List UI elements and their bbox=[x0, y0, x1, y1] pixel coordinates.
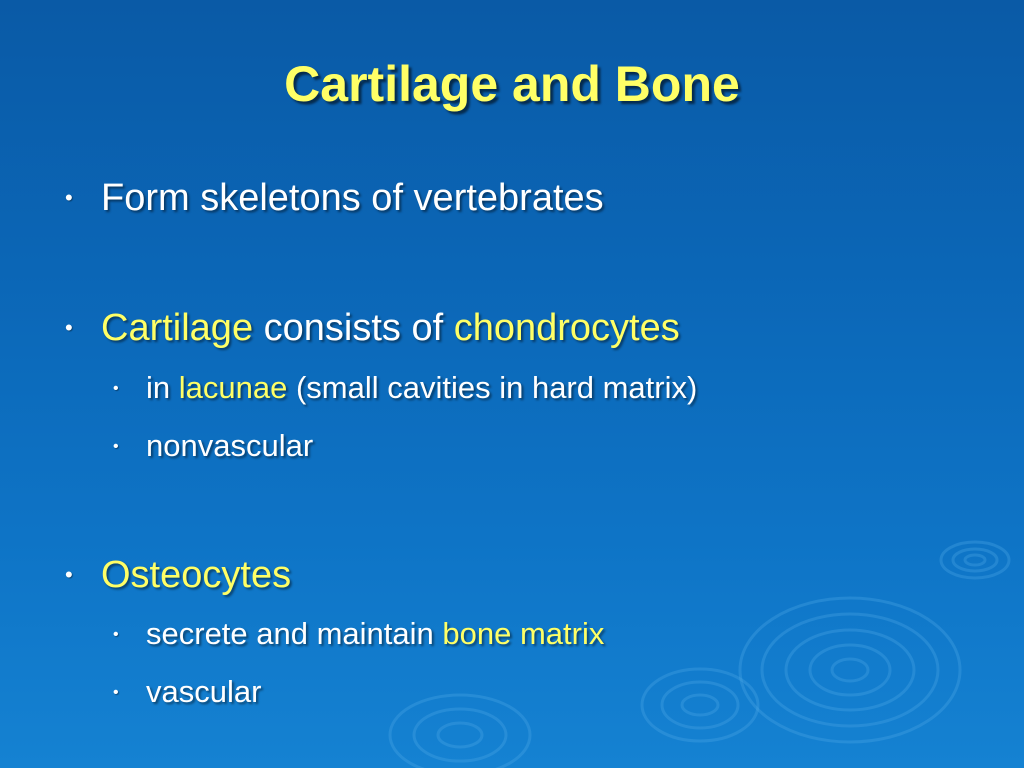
bullet-marker: • bbox=[113, 438, 119, 455]
bullet-text: secrete and maintain bbox=[146, 616, 443, 651]
sub-bullet-secrete bbox=[113, 615, 605, 653]
sub-bullet-lacunae bbox=[113, 369, 698, 407]
bullet-marker: • bbox=[113, 626, 119, 643]
bullet-text: nonvascular bbox=[146, 428, 314, 463]
bullet-text: vascular bbox=[146, 674, 262, 709]
term-bone-matrix: bone matrix bbox=[442, 616, 605, 651]
term-chondrocytes: chondrocytes bbox=[453, 307, 680, 349]
slide-title: Cartilage and Bone bbox=[284, 56, 740, 112]
term-lacunae: lacunae bbox=[178, 370, 288, 405]
term-cartilage: Cartilage bbox=[101, 307, 254, 349]
sub-bullet-vascular bbox=[113, 673, 262, 711]
bullet-text: (small cavities in hard matrix) bbox=[287, 370, 698, 405]
bullet-marker: • bbox=[113, 380, 119, 397]
bullet-text: consists of bbox=[253, 307, 454, 349]
term-osteocytes: Osteocytes bbox=[101, 554, 292, 596]
bullet-item-cartilage bbox=[65, 306, 680, 350]
bullet-marker: • bbox=[65, 315, 73, 340]
bullet-marker: • bbox=[65, 562, 73, 587]
sub-bullet-nonvascular bbox=[113, 427, 314, 465]
bullet-text: in bbox=[146, 370, 179, 405]
bullet-item-osteocytes bbox=[65, 553, 292, 597]
bullet-marker: • bbox=[65, 185, 73, 210]
bullet-marker: • bbox=[113, 684, 119, 701]
bullet-text: Form skeletons of vertebrates bbox=[101, 177, 604, 219]
bullet-item-form-skeletons bbox=[65, 176, 604, 220]
